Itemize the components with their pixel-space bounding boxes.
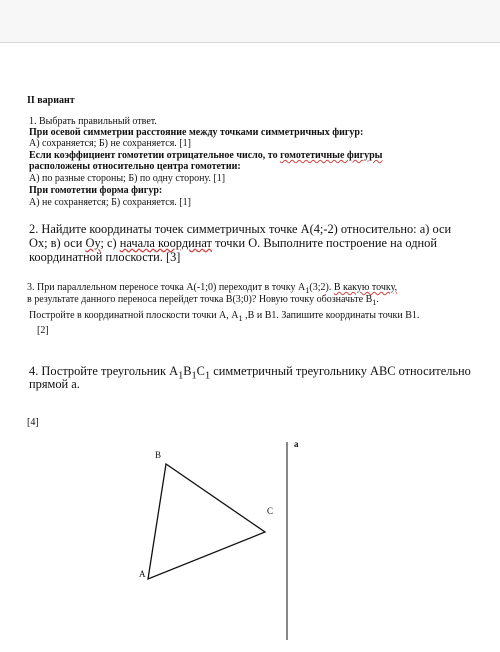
- task3-underlined: В какую точку,: [333, 282, 398, 293]
- task4-points: [4]: [27, 417, 39, 428]
- task3-text-e: Постройте в координатной плоскости точки А, А: [29, 310, 239, 321]
- task2-text-b: ; с): [100, 236, 120, 250]
- task4-text-d: симметричный треугольнику АВС относительно: [210, 364, 471, 378]
- task1-question3: При гомотетии форма фигур:: [29, 185, 163, 196]
- task3-text-b: (3;2).: [309, 282, 334, 293]
- task4-text-a: 4. Постройте треугольник А: [29, 364, 179, 378]
- task3-sub3: 1: [238, 314, 243, 323]
- task1-prompt: 1. Выбрать правильный ответ.: [29, 116, 157, 127]
- task4-sub1: 1: [178, 370, 184, 382]
- task1-question2-line2: расположены относительно центра гомотетии:: [29, 161, 241, 172]
- task2-oy: Оу: [85, 236, 101, 250]
- vertex-b-label: B: [155, 450, 162, 460]
- task2-line1: 2. Найдите координаты точек симметричных точке А(4;-2) относительно: а) оси: [29, 222, 452, 236]
- vertex-a-label: A: [139, 569, 146, 579]
- task1-answer3: А) не сохраняется; Б) сохраняется. [1]: [29, 197, 191, 208]
- task4-sub3: 1: [204, 370, 211, 382]
- task4-sub2: 1: [191, 370, 197, 382]
- task3-text-f: ,В и В1. Запишите координаты точки В1.: [242, 310, 420, 321]
- variant-heading: II вариант: [27, 95, 75, 106]
- task4-text-b: В: [183, 364, 192, 378]
- task3-text-c: в результате данного переноса перейдет точка В(3;0)? Новую точку обозначьте В: [27, 294, 373, 305]
- task2-line3: координатной плоскости. [3]: [29, 250, 181, 264]
- task1-answer1: А) сохраняется; Б) не сохраняется. [1]: [29, 138, 191, 149]
- task3-text-d: .: [376, 294, 379, 305]
- triangle-abc: [148, 464, 265, 579]
- task1-q2-underlined: гомотетичные фигуры: [280, 150, 383, 161]
- task1-q2-text: Если коэффициент гомотетии отрицательное число, то: [29, 150, 281, 161]
- task1-question1: При осевой симметрии расстояние между точками симметричных фигур:: [29, 127, 364, 138]
- task4-line2: прямой а.: [29, 377, 80, 391]
- task3-text-a: 3. При параллельном переносе точка А(-1;0) переходит в точку А: [27, 282, 306, 293]
- line-a-label: a: [294, 439, 299, 449]
- task3-sub2: 1: [372, 298, 377, 307]
- task2-text-c: точки О. Выполните построение на одной: [211, 236, 437, 250]
- task4-text-c: С: [196, 364, 205, 378]
- task3-sub: 1: [305, 286, 310, 295]
- vertex-c-label: C: [267, 506, 274, 516]
- task2-origin: начала координат: [119, 236, 212, 250]
- task3-points: [2]: [37, 325, 49, 336]
- task1-answer2: А) по разные стороны; Б) по одну сторону. [1]: [29, 173, 226, 184]
- task2-text-a: Ох; в) оси: [29, 236, 86, 250]
